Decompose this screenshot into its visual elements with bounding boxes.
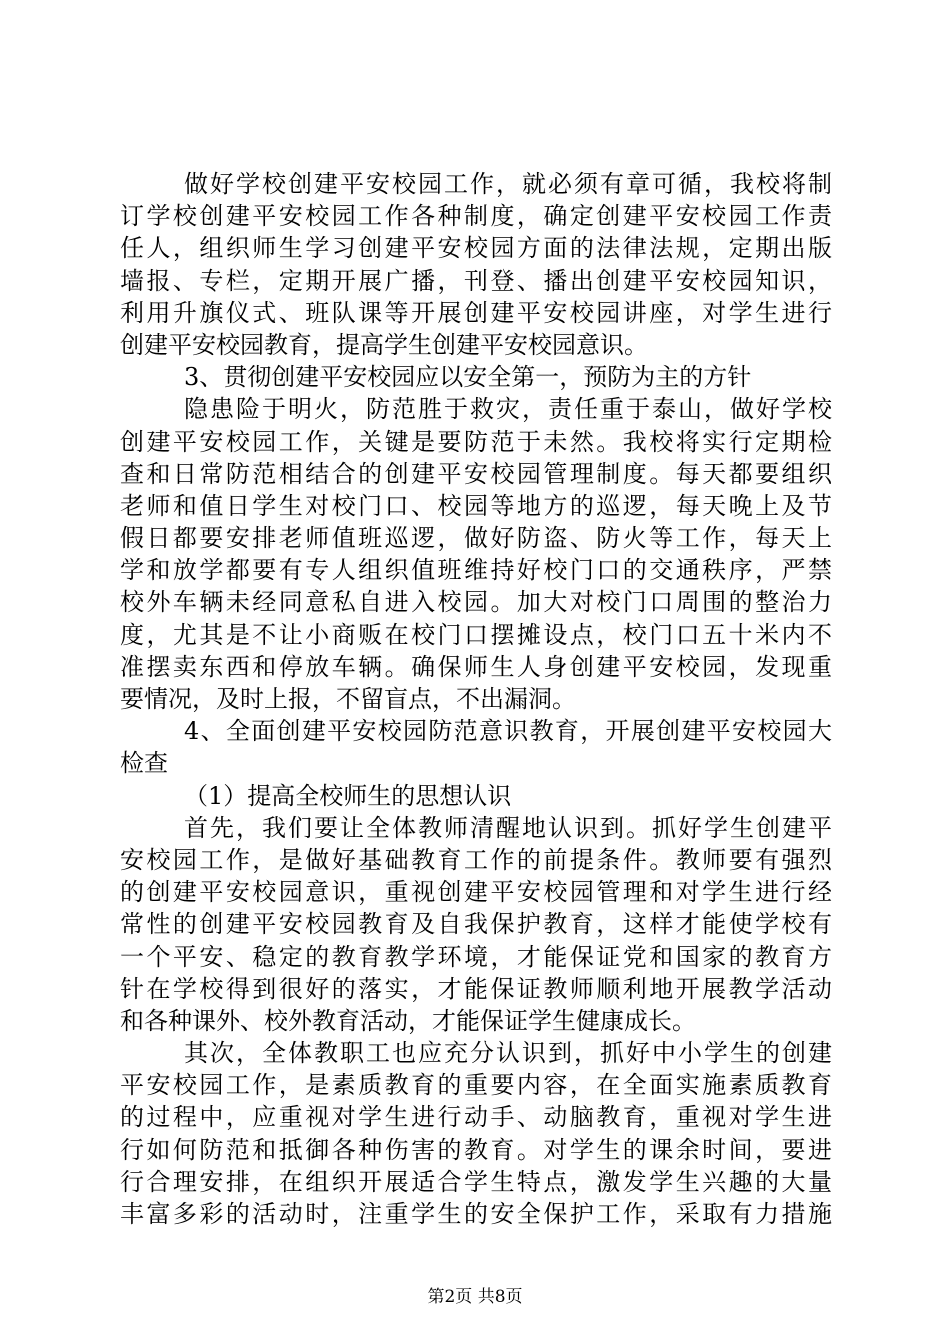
text-line: 订学校创建平安校园工作各种制度，确定创建平安校园工作责 bbox=[120, 202, 832, 231]
text-line: 老师和值日学生对校门口、校园等地方的巡逻，每天晚上及节 bbox=[120, 491, 832, 520]
document-body bbox=[120, 168, 832, 1230]
text-line: 查和日常防范相结合的创建平安校园管理制度。每天都要组织 bbox=[120, 459, 832, 488]
text-line: 行合理安排，在组织开展适合学生特点，激发学生兴趣的大量 bbox=[120, 1167, 832, 1196]
text-line: 要情况，及时上报，不留盲点，不出漏洞。 bbox=[120, 685, 576, 713]
text-line: 隐患险于明火，防范胜于救灾，责任重于泰山，做好学校 bbox=[184, 395, 832, 424]
text-line: 校外车辆未经同意私自进入校园。加大对校门口周围的整治力 bbox=[120, 588, 832, 617]
text-line: 一个平安、稳定的教育教学环境，才能保证党和国家的教育方 bbox=[120, 942, 832, 971]
text-line: 度，尤其是不让小商贩在校门口摆摊设点，校门口五十米内不 bbox=[120, 620, 832, 649]
text-line: 其次，全体教职工也应充分认识到，抓好中小学生的创建 bbox=[184, 1039, 832, 1068]
text-line: 创建平安校园工作，关键是要防范于未然。我校将实行定期检 bbox=[120, 427, 832, 456]
text-line: 行如何防范和抵御各种伤害的教育。对学生的课余时间，要进 bbox=[120, 1135, 832, 1164]
text-line: 做好学校创建平安校园工作，就必须有章可循，我校将制 bbox=[184, 170, 832, 198]
text-line: 的创建平安校园意识，重视创建平安校园管理和对学生进行经 bbox=[120, 878, 832, 907]
text-line: 假日都要安排老师值班巡逻，做好防盗、防火等工作，每天上 bbox=[120, 524, 832, 553]
text-line: 利用升旗仪式、班队课等开展创建平安校园讲座，对学生进行 bbox=[120, 298, 832, 327]
text-line: 首先，我们要让全体教师清醒地认识到。抓好学生创建平 bbox=[184, 813, 832, 842]
text-line: 平安校园工作，是素质教育的重要内容，在全面实施素质教育 bbox=[120, 1071, 832, 1100]
text-line: 3、贯彻创建平安校园应以安全第一，预防为主的方针 bbox=[184, 363, 752, 392]
text-line: 墙报、专栏，定期开展广播，刊登、播出创建平安校园知识， bbox=[120, 266, 832, 295]
page-number: 第2页 共8页 bbox=[427, 1287, 523, 1307]
text-line: 创建平安校园教育，提高学生创建平安校园意识。 bbox=[120, 330, 648, 359]
text-line: 丰富多彩的活动时，注重学生的安全保护工作，采取有力措施 bbox=[120, 1200, 832, 1228]
text-line: （1）提高全校师生的思想认识 bbox=[184, 781, 512, 810]
text-line: 准摆卖东西和停放车辆。确保师生人身创建平安校园，发现重 bbox=[120, 652, 832, 681]
text-line: 4、全面创建平安校园防范意识教育，开展创建平安校园大 bbox=[184, 717, 832, 746]
text-line: 的过程中，应重视对学生进行动手、动脑教育，重视对学生进 bbox=[120, 1103, 832, 1132]
text-line: 和各种课外、校外教育活动，才能保证学生健康成长。 bbox=[120, 1006, 696, 1035]
text-line: 针在学校得到很好的落实，才能保证教师顺利地开展教学活动 bbox=[120, 974, 832, 1003]
text-line: 检查 bbox=[120, 749, 168, 778]
text-line: 任人，组织师生学习创建平安校园方面的法律法规，定期出版 bbox=[120, 234, 832, 263]
text-line: 安校园工作，是做好基础教育工作的前提条件。教师要有强烈 bbox=[120, 845, 832, 874]
text-line: 学和放学都要有专人组织值班维持好校门口的交通秩序，严禁 bbox=[120, 556, 832, 585]
page-footer bbox=[0, 1282, 950, 1307]
text-line: 常性的创建平安校园教育及自我保护教育，这样才能使学校有 bbox=[120, 910, 832, 939]
